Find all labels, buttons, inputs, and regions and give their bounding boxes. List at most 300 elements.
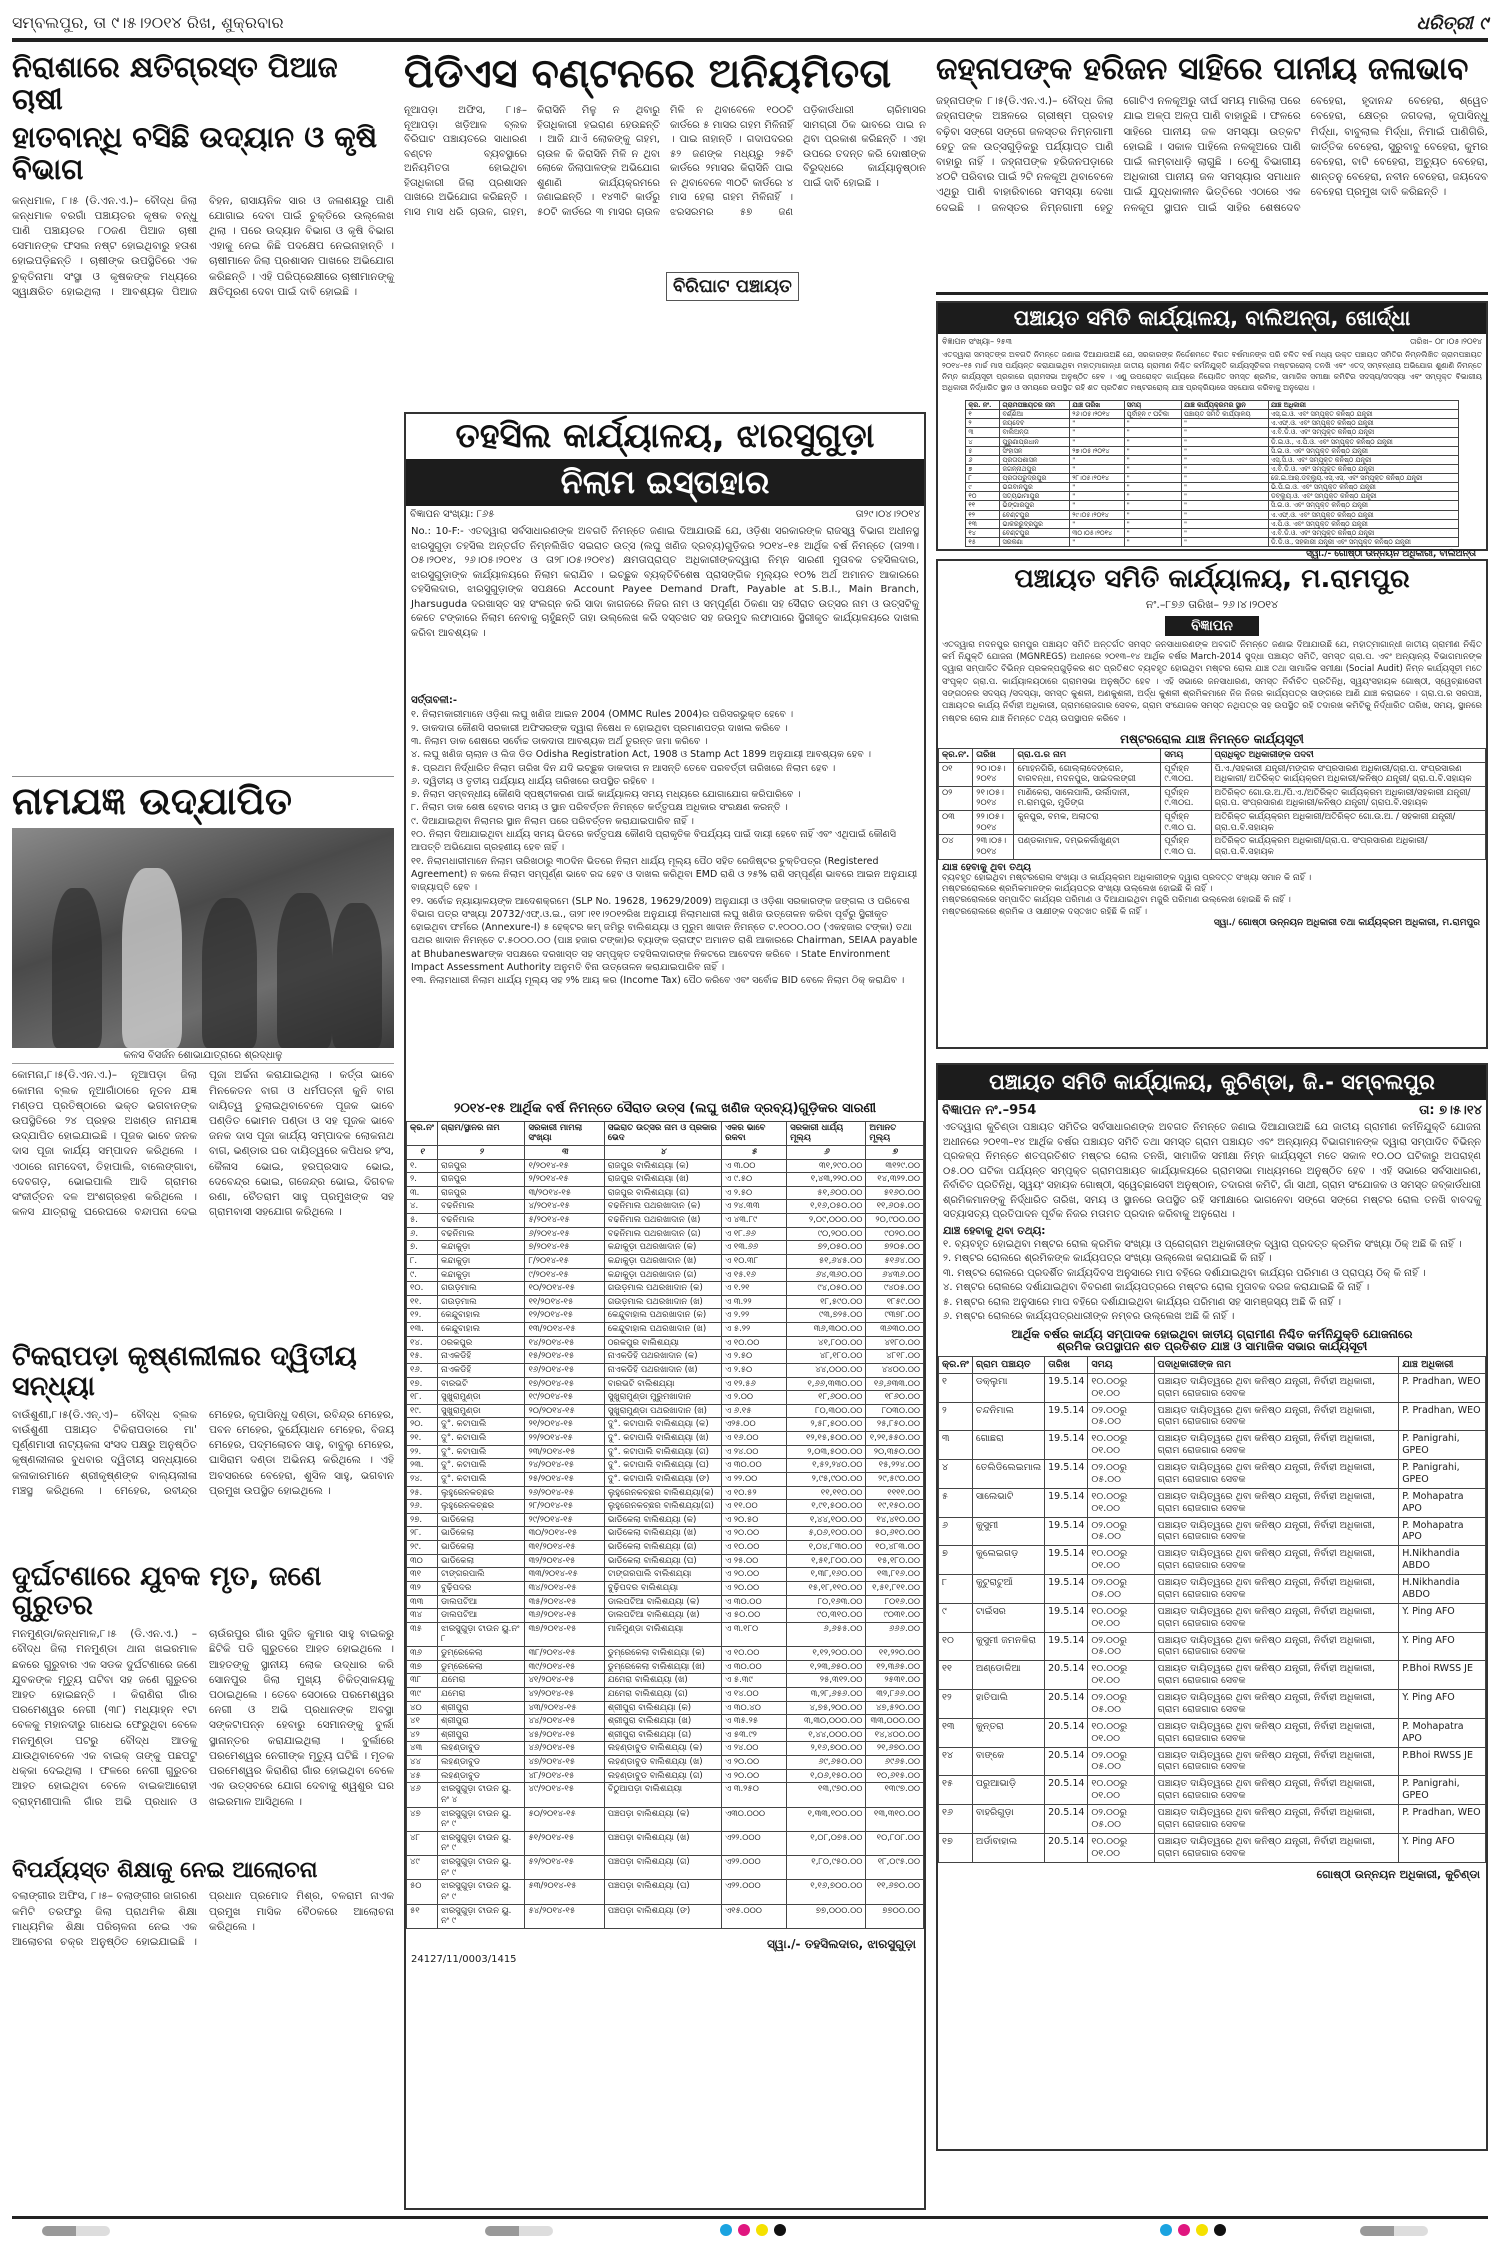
table-cell: ଏ ୧୦.୫୨ [722,1486,787,1500]
headline-teacher: ବିପର୍ଯ୍ୟସ୍ତ ଶିକ୍ଷାକୁ ନେଇ ଆଲୋଚନା [12,1858,318,1884]
table-cell: 20.5.14 [1045,1718,1088,1747]
notice-office-title: ତହସିଲ କାର୍ଯ୍ୟାଳୟ, ଝାରସୁଗୁଡ଼ା [455,416,875,456]
table-cell: ୧୧,୬୭୦.୦୦ [866,1880,924,1904]
table-cell: ପ୍ରତାପରୁଦ୍ରପୁର [1000,474,1070,483]
table-cell: ଯମେରା [438,1687,525,1701]
table-cell: ୨୫୩୧.୦୦ [866,1674,924,1688]
table-cell: ୨୯,୫୯୦.୦୦ [866,1472,924,1486]
left-column [12,52,394,1989]
table-cell: ଏ ୨୦.୦୦ [722,1756,787,1770]
table-cell: " [1182,501,1269,510]
table-cell: ଏ ୩୦.୪୦ [722,1701,787,1715]
table-cell: " [1070,492,1124,501]
table-cell: ଦୁ°. କଟାପାଲି [438,1472,525,1486]
table-cell: ୨୩।୦୫।୨୦୧୪ [973,835,1014,859]
table-cell: ୪୪/୨୦୧୪-୧୫ [525,1715,604,1729]
table-row [407,1880,924,1904]
table-cell: ପଞ୍ଚପଡ଼ା ବାଲିଶଯ୍ୟା (ଗ) [604,1856,721,1880]
table-cell: ୩୩,୦୦୦.୦୦ [866,1715,924,1729]
table-cell: ୩୪ [407,1609,438,1623]
table-cell: ୩୬/୨୦୧୪-୧୫ [525,1609,604,1623]
table-row [407,1295,924,1309]
table-row [939,786,1486,810]
table-cell: ଏ ୩୦.୦୦ [722,1595,787,1609]
table-cell: ଏ ୧୦.୦୦ [722,1336,787,1350]
table-cell: ସି.ଇ.ଓ. ଏବଂ ସମ୍ପୃକ୍ତ କନିଷ୍ଠ ଯନ୍ତ୍ରୀ [1268,446,1458,455]
table-cell: ଏ ୨.୫୦ [722,1186,787,1200]
table-row [407,1268,924,1282]
table-cell: ୧ [939,1373,973,1402]
conditions-list [406,708,924,1098]
table-row [407,1254,924,1268]
table-cell: ଏ ୪୩.୮୯ [722,1214,787,1228]
table-cell: ୪୪,୦୦୦.୦୦ [787,1363,866,1377]
table-cell: ଦୁ°. କଟାପାଲି [438,1459,525,1473]
table-cell: ଯମେରା [438,1674,525,1688]
table-cell: 19.5.14 [1045,1402,1088,1431]
table-cell: ଏସ୍.ଇ.ଓ. ଏବଂ ସମ୍ପୃକ୍ତ କନିଷ୍ଠ ଯନ୍ତ୍ରୀ [1268,410,1458,419]
table-cell: ୧୧,୧୧୦.୦୦ [787,1486,866,1500]
table-cell: ଶ୍ରୀପୁରା ବାଲିଶଯ୍ୟା (କ) [604,1701,721,1715]
table-cell: ୯୩,୭୨୫.୦୦ [787,1309,866,1323]
table-cell: ୮. [407,1254,438,1268]
notice-date: ତା୨୯।୦୪।୨୦୧୪ [855,509,920,521]
table-row [407,1904,924,1928]
table-cell: ୪୧,୮୦୦.୦୦ [787,1336,866,1350]
table-cell: ବର୍ଣ୍ଣିଆ [1000,410,1070,419]
table-cell: ଦୁ°. କଟାପାଲି ବାଲିଶଯ୍ୟା (ଖ) [604,1432,721,1446]
table-cell: ୧୧,୨୨୦.୦୦ [866,1647,924,1661]
table-cell: ୫୧,୬୦୦.୦୦ [787,1186,866,1200]
table-cell: ଅଣ୍ଡୋଳିଆ [972,1661,1044,1690]
table-row [407,1541,924,1555]
table-cell: ୨. [407,1173,438,1187]
table-cell: ୪୮୧୮.୦୦ [866,1350,924,1364]
table-cell: H.Nikhandia ABDO [1399,1575,1486,1604]
table-cell: 19.5.14 [1045,1575,1088,1604]
table-cell: ୨,୦୯,୦୦୦.୦୦ [787,1214,866,1228]
table-cell: ଏ ୨୦.୦୦ [722,1581,787,1595]
table-row [407,1647,924,1661]
table-cell: ୦୪ [939,835,973,859]
table-cell: ଏ ୨୪.୦୦ [722,1742,787,1756]
table-row [966,492,1458,501]
table-row [407,1769,924,1783]
page-label: ଧରିତ୍ରୀ ୯ [1416,12,1488,34]
table-cell: ୩/୨୦୧୪-୧୫ [525,1186,604,1200]
table-cell: ୮୦,୩୦୦.୦୦ [787,1404,866,1418]
list-item: ୯. ଦିଆଯାଇଥିବା ନିଲାମର ସ୍ଥାନ ନିଲାମ ପରେ ପରିବର୍ତ୍ତନ କରାଯାଇପାରିବ ନାହିଁ । [411,815,694,827]
table-cell: ଗଉଡ଼ମାଲ ପଥରଖାଦାନ (କ) [604,1282,721,1296]
table-cell: " [1124,492,1181,501]
table-cell: ଲହଣ୍ଡାବୁଡ [438,1742,525,1756]
table-row [407,1831,924,1855]
table-cell: ୧୩ [966,519,1000,528]
table-cell: ୨,୧୬,୭୦୦.୦୦ [787,1742,866,1756]
table-cell: " [1124,510,1181,519]
kuchinda-ad-number: ବିଜ୍ଞାପନ ନଂ.–954 [942,1103,1037,1119]
table-cell: ପଞ୍ଚପଡ଼ା ବାଲିଶଯ୍ୟା (ଖ) [604,1831,721,1855]
table-cell: ୨୬/୨୦୧୪-୧୫ [525,1486,604,1500]
table-row [407,1783,924,1807]
table-cell: ଲହଣ୍ଡାବୁଡ ବାଲିଶଯ୍ୟା (ଖ) [604,1756,721,1770]
table-cell: ୨୦/୨୦୧୪-୧୫ [525,1404,604,1418]
list-item: ୬. ଦ୍ୱିତୀୟ ଓ ତୃତୀୟ ପର୍ଯ୍ୟାୟ ଧାର୍ଯ୍ୟ ତାରିଖରେ ଉପସ୍ଥିତ ରହିବେ । [411,775,655,787]
headline-krishnalila: ଟିକରାପଡ଼ା କୃଷ୍ଣଲୀଳାର ଦ୍ୱିତୀୟ ସନ୍ଧ୍ୟା [12,1341,357,1403]
table-cell: ଗଉଡ଼ମାଲ [438,1282,525,1296]
table-cell: ୧୧,୬୦୫.୦୦ [866,1200,924,1214]
table-cell: ୧୦.୦୦ରୁ ୦୧.୦୦ [1088,1776,1154,1805]
table-cell: ଏ ୫୩.୯୨ [722,1728,787,1742]
table-cell: ଡାଲପଟିଆ [438,1595,525,1609]
rampur-ref: ନଂ.–୮୭୬ ତାରିଖ– ୨୬।୪।୨୦୧୪ [1145,597,1279,611]
table-cell: ଝାରସୁଗୁଡ଼ା ଟାଉନ ୟୁ. ନଂ ୯ [438,1880,525,1904]
table-cell: ପଞ୍ଚାୟତ ଦାୟିତ୍ୱରେ ଥିବା କନିଷ୍ଠ ଯନ୍ତ୍ରୀ, ନିର୍ବାହୀ ଅଧିକାରୀ, ଗ୍ରାମ ରୋଜଗାର ସେବକ [1154,1690,1399,1719]
table-cell: ୪,୭୫,୨୦୦.୦୦ [787,1701,866,1715]
table-cell: ୯୦୩୧.୦୦ [866,1609,924,1623]
table-cell: ୦୨.୦୦ରୁ ୦୫.୦୦ [1088,1575,1154,1604]
table-row [939,1488,1486,1517]
column-header: ପଦାଧିକାରୀଙ୍କ ନାମ [1154,1356,1399,1373]
column-number: ୩ [525,1145,604,1159]
table-cell: ୨୦,୩୫୦.୦୦ [866,1445,924,1459]
table-cell: ୩୭/୨୦୧୪-୧୫ [525,1622,604,1646]
headline-pds: ପିଡିଏସ ବଣ୍ଟନରେ ଅନିୟମିତତା [404,51,892,97]
article-pds [404,52,926,404]
table-cell: " [1070,501,1124,510]
table-row [966,437,1458,446]
table-cell: ୪୫ [407,1769,438,1783]
table-cell: ଏ ୩.୦୦ [722,1159,787,1173]
table-cell: ୨୬. [407,1500,438,1514]
table-cell: ୩୧୨୯.୦୦ [866,1159,924,1173]
table-cell: ଏ.ଏଫ୍.ଓ. ଏବଂ ସମ୍ପୃକ୍ତ କନିଷ୍ଠ ଯନ୍ତ୍ରୀ [1268,510,1458,519]
table-cell: ପଞ୍ଚାୟତ ଦାୟିତ୍ୱରେ ଥିବା କନିଷ୍ଠ ଯନ୍ତ୍ରୀ, ନିର୍ବାହୀ ଅଧିକାରୀ, ଗ୍ରାମ ରୋଜଗାର ସେବକ [1154,1546,1399,1575]
table-cell: ୩୪/୨୦୧୪-୧୫ [525,1581,604,1595]
table-cell: ୨୫,୩୧୨.୦୦ [787,1674,866,1688]
list-item: ୬. ମଷ୍ଟର ରୋଲରେ କାର୍ଯ୍ୟପତ୍ରଧାରୀଙ୍କ ନମ୍ବର ଉଲ୍ଲେଖ ଅଛି କି ନାହିଁ । [943,1311,1235,1323]
rampur-title: ପଞ୍ଚାୟତ ସମିତି କାର୍ଯ୍ୟାଳୟ, ମ.ରାମପୁର [1014,564,1410,595]
table-cell: ଏ ୨.୫୦ [722,1363,787,1377]
table-cell: ଟାଇଁସର [972,1603,1044,1632]
table-cell: ଶ୍ରୀପୁରା [438,1701,525,1715]
table-cell: ୯/୨୦୧୪-୧୫ [525,1268,604,1282]
table-cell: ୬/୨୦୧୪-୧୫ [525,1227,604,1241]
table-cell: ଡି.ଇ.ଓ., ଏ.ପି.ଓ. ଏବଂ ସମ୍ପୃକ୍ତ କନିଷ୍ଠ ଯନ୍ତ୍ରୀ [1268,437,1458,446]
news-photo [12,828,394,1048]
table-cell: ୬୪,୩୬୦.୦୦ [787,1268,866,1282]
table-cell: " [1070,437,1124,446]
table-cell: ୧୪ [966,528,1000,537]
table-cell: ୧୦ [939,1632,973,1661]
table-cell: ଭାଡିକେଲା ବାଲିଶଯ୍ୟା (ଗ) [604,1541,721,1555]
table-cell: ଏ ୩୦.୦୦ [722,1459,787,1473]
table-cell: ଭାଡିକେଲା [438,1554,525,1568]
list-item: ମଷ୍ଟରରୋଲରେ ଶ୍ରମିକମାନଙ୍କ କାର୍ଯ୍ୟପତ୍ର ସଂଖ୍ୟା ଉଲ୍ଲେଖ ହୋଇଛି କି ନାହିଁ । [942,883,1213,894]
grey-pill-right [1360,2226,1428,2236]
table-cell: ନାଏକଡିହି ପଥରଖାଦାନ (ଖ) [604,1363,721,1377]
table-cell: ପୂର୍ବାହ୍ନ ୯ ଘଟିକା [1124,410,1181,419]
table-cell: ୧୦/୨୦୧୪-୧୫ [525,1282,604,1296]
table-cell: ୦୨ [939,786,973,810]
table-cell: ୨,୦୩,୫୦୦.୦୦ [787,1445,866,1459]
table-cell: ୯୦,୨୦୦.୦୦ [787,1227,866,1241]
table-cell: ସି.ଇ.ଓ. ଏବଂ ସମ୍ପୃକ୍ତ କନିଷ୍ଠ ଯନ୍ତ୍ରୀ [1268,501,1458,510]
table-cell: ୭ [966,464,1000,473]
notice-title-band: ନିଲାମ ଇସ୍ତାହାର [406,459,924,506]
table-cell: ୧୪ [939,1747,973,1776]
table-row [407,1227,924,1241]
table-cell: " [1124,537,1181,546]
table-cell: ସରକଣା [1000,537,1070,546]
kuchinda-title: ପଞ୍ଚାୟତ ସମିତି କାର୍ଯ୍ୟାଳୟ, କୁଚିଣ୍ଡା, ଜି.- ସମ୍ବଲପୁର [938,1065,1486,1100]
table-cell: ୦୨.୦୦ରୁ ୦୫.୦୦ [1088,1690,1154,1719]
table-cell: ୩ [939,1431,973,1460]
column-header: ଅମାନତ ମୂଲ୍ୟ [866,1121,924,1145]
table-cell: ଏ.ବି.ଡି.ଓ. ଏବଂ ସମ୍ପୃକ୍ତ କନିଷ୍ଠ ଯନ୍ତ୍ରୀ [1268,464,1458,473]
table-cell: ୩୫ [407,1622,438,1646]
table-cell: ଦୁ°. କଟାପାଲି ବାଲିଶଯ୍ୟା (ଗ) [604,1445,721,1459]
table-cell: ୫୧ [407,1904,438,1928]
table-cell: ୮୦୩୦.୦୦ [866,1404,924,1418]
table-cell: ପଞ୍ଚାୟତ ଦାୟିତ୍ୱରେ ଥିବା କନିଷ୍ଠ ଯନ୍ତ୍ରୀ, ନିର୍ବାହୀ ଅଧିକାରୀ, ଗ୍ରାମ ରୋଜଗାର ସେବକ [1154,1833,1399,1862]
column-header: ଗ୍ରାମ ପଞ୍ଚାୟତ [972,1356,1044,1373]
table-cell: ୪୫/୨୦୧୪-୧୫ [525,1728,604,1742]
table-cell: ୧୭. [407,1377,438,1391]
table-row [966,464,1458,473]
headline-water: ଜହ୍ନାପଙ୍କ ହରିଜନ ସାହିରେ ପାନୀୟ ଜଳାଭାବ [936,51,1469,87]
table-cell: " [1124,474,1181,483]
column-number: ୪ [604,1145,721,1159]
table-cell: ୧୧ [939,1661,973,1690]
table-cell: " [1124,528,1181,537]
table-cell: ବଢନିମାଲ [438,1200,525,1214]
table-cell: " [1182,483,1269,492]
table-row [407,1159,924,1173]
table-row [407,1445,924,1459]
table-cell: ଏ୨୫.୦୦ [722,1418,787,1432]
table-cell: ପୂର୍ବାହ୍ନ ୯.୩୦ଘ. [1161,786,1211,810]
table-row [939,835,1486,859]
table-cell: ୩୬୩୦.୦୦ [866,1323,924,1337]
table-cell: ରାଜପୁର [438,1173,525,1187]
notice-intro: No.: 10-F:- ଏତଦ୍ୱାରା ସର୍ବସାଧାରଣଙ୍କ ଅବଗତି ନିମନ୍ତେ ଜଣାଇ ଦିଆଯାଉଛି ଯେ, ଓଡ଼ିଶା ସରକାରଙ୍କ ରାଜସ୍ୱ ବିଭାଗ ଅଧୀନସ୍ଥ ଝାରସୁଗୁଡ଼ା ତହସିଲ ଅନ୍ତର୍ଗତ ନିମ୍ନଲିଖିତ ସଇରାତ ଉତ୍ସ (ଲଘୁ ଖଣିଜ ଦ୍ରବ୍ୟ)ଗୁଡ଼ିକର ୨୦୧୪–୧୫ ଆର୍ଥିକ ବର୍ଷ ନିମନ୍ତେ (ତା୨୩।୦୫।୨୦୧୪, ୨୬।୦୫।୨୦୧୪ ଓ ତା୨୮।୦୫।୨୦୧୪) କ୍ଷମତାପ୍ରାପ୍ତ ଅଧିକାରୀଙ୍କଦ୍ୱାରା ନିମ୍ନ ସାରଣୀ ମୁତାବକ ତହସିଲଦାର, ଝାରସୁଗୁଡ଼ାଙ୍କ କାର୍ଯ୍ୟାଳୟରେ ନିଲାମ କରାଯିବ । ଇଚ୍ଛୁକ ବ୍ୟକ୍ତିବିଶେଷ ପ୍ରାସଙ୍ଗିକ ମୂଲ୍ୟର ୧୦% ଅର୍ଥ ଅମାନତ ଆକାରରେ ତହସିଲଦାର, ଝାରସୁଗୁଡ଼ାଙ୍କ ସପକ୍ଷରେ Account Payee Demand Draft, Payable at S.B.I., Main Branch, Jharsuguda ଦରଖାସ୍ତ ସହ ସଂଲଗ୍ନ କରି ସାଦା କାଗଜରେ ନିଜର ନାମ ଓ ସମ୍ପୂର୍ଣ୍ଣ ଠିକଣା ସହ ସୈରାତ ଉତ୍ସର ନାମ ଓ ଉତ୍ସଟିକୁ କେତେ ଟଙ୍କାରେ ନିଲାମ ନେବାକୁ ଚାହୁଁଛନ୍ତି ତାହା ଉଲ୍ଲେଖ କରି ଦସ୍ତଖତ ସହ ଜଉମୁଦ ଲଫାପାରେ ସ୍ଥିରୀକୃତ କାର୍ଯ୍ୟାଳୟରେ ଦାଖଲ କରିବା ଆବଶ୍ୟକ । [411,526,919,639]
article-body-accident: ମନମୁଣ୍ଡା/କନ୍ଧମାଳ,୮।୫ (ଡି.ଏନ.ଏ.) – ବୌଦ୍ଧ ଜିଲା ମନମୁଣ୍ଡା ଥାନା ଖଇରମାଳ ଛକରେ ଗୁରୁବାର ଏକ ସଡକ ଦୁର୍ଘଟଣାରେ ଜଣେ ଯୁବକଙ୍କ ମୃତ୍ୟୁ ଘଟିବା ସହ ଜଣେ ଗୁରୁତର ଆହତ ହୋଇଛନ୍ତି । କିରାଣିରା ଗାଁର ପରମେଶ୍ୱର ନେଗୀ (୩୮) ମଧ୍ୟାହ୍ନ ୧ଟା ବେଳକୁ ମହାନଦୀରୁ ଗାଧେଇ ଫେରୁଥିବା ବେଳେ ମନମୁଣ୍ଡା ପଟରୁ ବୌଦ୍ଧ ଆଡକୁ ଯାଉଥିବାବେଳେ ଏକ ବାଇକ୍ ତାଙ୍କୁ ପଛପଟୁ ଧକ୍କା ଦେଇଥିଲା । ଫଳରେ ନେଗୀ ଗୁରୁତର ଆହତ ହୋଇଥିବା ବେଳେ ବାଇକଆରୋହୀ ବ୍ରାହ୍ମଣୀପାଲି ଗାଁର ଅଭି ପ୍ରଧାନ ଓ ଚାଉଁରପୁର ଗାଁର ସୁଜିତ କୁମାର ସାହୁ ବାଇକରୁ ଛିଟିକି ପଡି ଗୁରୁତରେ ଆହତ ହୋଇଥିଲେ । ଆହତଙ୍କୁ ସ୍ଥାନୀୟ ଲୋକ ଉଦ୍ଧାର କରି ସୋନପୁର ଜିଲା ମୁଖ୍ୟ ଚିକିତ୍ସାଳୟକୁ ପଠାଇଥିଲେ । ତେବେ ସେଠାରେ ପରମେଶ୍ୱର ନେଗୀ ଓ ଅଭି ପ୍ରଧାନଙ୍କ ଅବସ୍ଥା ସଙ୍କଟାପନ୍ନ ହେବାରୁ ସେମାନଙ୍କୁ ବୁର୍ଲା ସ୍ଥାନାନ୍ତର କରାଯାଇଥିଲା । ବୁର୍ଲାରେ ପରମେଶ୍ୱର ନେଗୀଙ୍କ ମୃତ୍ୟୁ ଘଟିଛି । ମୃତକ ପରମେଶ୍ୱର କିରାଣିରା ଗାଁର ହୋଇଥିବା ବେଳେ ଏକ ଉତ୍ସବରେ ଯୋଗ ଦେବାକୁ ଶ୍ୱଶୁର ଘର ଖଇରମାଳ ଆସିଥିଲେ । [12,1628,394,1808]
table-cell: ୧,୯୧,୫୦୦.୦୦ [787,1500,866,1514]
table-cell: " [1182,474,1269,483]
table-cell: ୯ [966,483,1000,492]
table-cell: ଲହଣ୍ଡାବୁଡ [438,1769,525,1783]
column-header: ତାରିଖ [1045,1356,1088,1373]
table-row [939,1747,1486,1776]
table-cell: ଏ ୧୬.୦୦ [722,1432,787,1446]
article-body-pds: ନୂଆପଡ଼ା ଅଫିସ, ୮।୫– ନୂଆପଡ଼ା ଖଡ଼ିଆଳ ବ୍ଲକ ବିରିଘାଟ ପଞ୍ଚାୟତରେ ସାଧାରଣ ବଣ୍ଟନ ବ୍ୟବସ୍ଥାରେ ଅନିୟମିତତା ହୋଇଥିବା ହିତାଧିକାରୀ ଜିଲା ପ୍ରଶାସନ ପାଖରେ ଅଭିଯୋଗ କରିଛନ୍ତି । ମାସ ମାସ ଧରି ଚାଉଳ, ଗହମ, କିରାସିନି ମିଳୁ ନ ଥିବାରୁ ହିତାଧିକାରୀ ହଇରାଣ ହେଉଛନ୍ତି । ଆଜି ଯାଏଁ ଲୋକଙ୍କୁ ଗହମ, ଚାଉଳ କି କିରାସିନି ମିଳି ନ ଥିବା ଲୋକେ ଜିଲାପାଳଙ୍କ ଅଭିଯୋଗ ଶୁଣାଣି କାର୍ଯ୍ୟକ୍ରମରେ ଜଣାଇଛନ୍ତି । ୧୪୩ଟି କାର୍ଡରୁ ୫୦ଟି କାର୍ଡରେ ୩ ମାସର ଚାଉଳ ମିଳି ନ ଥିବାବେଳେ ୧୦୦ଟି କାର୍ଡରେ ୫ ମାସର ଗହମ ମିଳିନାହିଁ । ପାଇ ନାହାନ୍ତି । ଗଦାପଦରର ୫୨ ଜଣଙ୍କ ମଧ୍ୟରୁ ୨୫ଟି କାର୍ଡରେ ୨ମାସର କିରାସିନି ପାଇ ନ ଥିବାବେଳେ ୩୦ଟି କାର୍ଡରେ ୪ ମାସ ହେଲା ଗହମ ମିଳିନାହିଁ । ଝରସରମର ୫୭ ଜଣ ପଡ଼ିକାର୍ଡଧାରୀ ଚାରିମାସର ସାମଗ୍ରୀ ଠିକ ଭାବରେ ପାଇ ନ ଥିବା ପ୍ରକାଶ କରିଛନ୍ତି । ଏହା ଉପରେ ତଦନ୍ତ କରି ଦୋଷୀଙ୍କ ବିରୁଦ୍ଧରେ କାର୍ଯ୍ୟାନୁଷ୍ଠାନ ପାଇଁ ଦାବି ହୋଇଛି । [404,105,926,218]
conditions-title: ସର୍ତ୍ତାବଳୀ:- [411,695,457,707]
table-cell: ମୋହନଗିରି, ଗୋଲ୍ଲାଦେଙ୍ଗେନ, ବାରବନ୍ଧା, ମଦନପୁର, ସାଇଦଲଙ୍ଗୀ [1014,762,1161,786]
table-cell: ଠରକପୁର [438,1336,525,1350]
table-cell: କୁଟୁରାଟୁଆଁ [972,1575,1044,1604]
table-cell: ନାଏକଡିହି ପଥରଖାଦାନ (କ) [604,1350,721,1364]
list-item: ୧୧. ନିଲାମଧାରୀମାନେ ନିଲାମ ତାରିଖଠାରୁ ୩୦ଦିନ ଭିତରେ ନିଲାମ ଧାର୍ଯ୍ୟ ମୂଲ୍ୟ ପୈଠ ସହିତ ରେଜିଷ୍ଟର ଚୁକ୍ତିପତ୍ର (Registered Agreement) ନ କଲେ ନିଲାମ ସମ୍ପୂର୍ଣ୍ଣ ଭାବେ ରଦ୍ଦ ହେବ ଓ ଦାଖଲ କରିଥିବା EMD ରାଶି ଓ ୨୫% ରାଶି ସମ୍ପୂର୍ଣ୍ଣ ଭାବରେ ଆଇନ ଅନୁଯାୟୀ ବାଜ୍ୟାପ୍ତି ହେବ । [411,855,918,894]
table-cell: ପଞ୍ଚପଡ଼ା ବାଲିଶଯ୍ୟା (ଘ) [604,1880,721,1904]
table-cell: ୧୪,୩୨୨.୦୦ [866,1173,924,1187]
table-cell: କନ୍ଦାକୁଡ଼ା ପଥରଖାଦାନ (ଖ) [604,1254,721,1268]
table-cell: ଶ୍ରୀପୁରା [438,1715,525,1729]
table-cell: ୧୨. [407,1309,438,1323]
table-cell: ଏ ୧୦.୩୮ [722,1254,787,1268]
table-cell: ୩୩/୨୦୧୪-୧୫ [525,1568,604,1582]
table-cell: ୩୫/୨୦୧୪-୧୫ [525,1595,604,1609]
table-row [407,1513,924,1527]
table-cell: କେନ୍ଦୁବାହାଲ ପଥରଖାଦାନ (ଖ) [604,1323,721,1337]
table-row [939,811,1486,835]
table-row [407,1756,924,1770]
table-cell: 20.5.14 [1045,1776,1088,1805]
masthead [12,8,1488,42]
table-row [407,1701,924,1715]
table-cell: ୪୨/୨୦୧୪-୧୫ [525,1687,604,1701]
table-cell: ୦୨.୦୦ରୁ ୦୫.୦୦ [1088,1402,1154,1431]
table-row [407,1200,924,1214]
table-cell: ବାଲିଅନ୍ତା [1000,428,1070,437]
table-cell: ରାଜପୁର ବାଲିଶଯ୍ୟା (କ) [604,1159,721,1173]
table-cell: P. Pradhan, WEO [1399,1373,1486,1402]
table-cell: ସିଂହାସନ [1000,446,1070,455]
article-body-onion: କନ୍ଧମାଳ, ୮।୫ (ଡି.ଏନ.ଏ.)– ବୌଦ୍ଧ ଜିଲା କନ୍ଧମାଳ ବରଗାଁ ପଞ୍ଚାୟତର କୃଷକ ବନ୍ଧୁ ପାଣି ପଞ୍ଚାୟତର ୮୦ଜଣ ପିଆଜ ଚାଷୀ ସେମାନଙ୍କ ଫସଲ ନଷ୍ଟ ହୋଇଥିବାରୁ ହତାଶ ହୋଇପଡ଼ିଛନ୍ତି । ଚାଷୀଙ୍କ ଉପସ୍ଥିତିରେ ଏକ ଚୁକ୍ତିନାମା ସଂସ୍ଥା ଓ କୃଷକଙ୍କ ମଧ୍ୟରେ ସ୍ୱାକ୍ଷରିତ ହୋଇଥିଲା । ଆବଶ୍ୟକ ପିଆଜ ବିହନ, ରାସାୟନିକ ସାର ଓ ଜଳାଶୟରୁ ପାଣି ଯୋଗାଇ ଦେବା ପାଇଁ ଚୁକ୍ତିରେ ଉଲ୍ଲେଖ ଥିଲା । ପରେ ଉଦ୍ୟାନ ବିଭାଗ ଓ କୃଷି ବିଭାଗ ଏହାକୁ ନେଇ କିଛି ପଦକ୍ଷେପ ନେଇନାହାନ୍ତି । ଚାଷୀମାନେ ଜିଲା ପ୍ରଶାସନ ପାଖରେ ଅଭିଯୋଗ କରିଛନ୍ତି । ଏହି ପରିପ୍ରେକ୍ଷୀରେ ଚାଷୀମାନଙ୍କୁ କ୍ଷତିପୂରଣ ଦେବା ପାଇଁ ଦାବି ହୋଇଛି । [12,194,394,298]
table-cell: ୪୦ [407,1701,438,1715]
list-item: ୩. ମଷ୍ଟର ରୋଲରେ ପ୍ରଦର୍ଶିତ କାର୍ଯ୍ୟଦିବସ ଅନୁସାରେ ମାପ ବହିରେ ଦର୍ଶାଯାଇଥିବା କାର୍ଯ୍ୟର ପରିମାଣ ଓ ପ୍ରାପ୍ୟ ଠିକ୍ କି ନାହିଁ । [943,1267,1426,1279]
table-cell: ଡାଲପଟିଆ [438,1609,525,1623]
table-cell: ରାଜପୁର [438,1159,525,1173]
table-row [939,1431,1486,1460]
table-cell: ୯୪୦୫.୦୦ [866,1282,924,1296]
table-cell: ୧,୪୪,୦୦୦.୦୦ [787,1728,866,1742]
table-cell: ଏସ୍.ସି.ଓ. ଏବଂ ସମ୍ପୃକ୍ତ କନିଷ୍ଠ ଯନ୍ତ୍ରୀ [1268,455,1458,464]
headline-onion-1: ନିରାଶାରେ କ୍ଷତିଗ୍ରସ୍ତ ପିଆଜ ଚାଷୀ [12,50,338,116]
table-cell: ୧,୧୬,୭୦୦.୦୦ [787,1880,866,1904]
rampur-signature: ସ୍ୱା./ ଗୋଷ୍ଠୀ ଉନ୍ନୟନ ଅଧିକାରୀ ତଥା କାର୍ଯ୍ୟକ୍ରମ ଅଧିକାରୀ, ମ.ରାମପୁର [1213,918,1480,929]
table-cell: ୫୧/୨୦୧୪-୧୫ [525,1831,604,1855]
table-cell: ୧୦,୮୦୮.୦୦ [866,1831,924,1855]
table-row [407,1807,924,1831]
table-cell: 19.5.14 [1045,1632,1088,1661]
table-cell: ୪୭ [407,1807,438,1831]
table-cell: ୩୮/୨୦୧୪-୧୫ [525,1647,604,1661]
table-row [407,1687,924,1701]
table-cell: ଏ ୨୪.୩୩ [722,1200,787,1214]
table-cell: ୯୦,୩୧୦.୦୦ [787,1609,866,1623]
table-cell: " [1070,464,1124,473]
table-cell: ୦୨.୦୦ରୁ ୦୫.୦୦ [1088,1460,1154,1489]
table-cell: ୯୦୨୦.୦୦ [866,1227,924,1241]
table-cell: " [1070,419,1124,428]
table-row [939,1546,1486,1575]
table-cell: ଦୁ°. କଟାପାଲି ବାଲିଶଯ୍ୟା (ଙ) [604,1472,721,1486]
table-cell: ଲହଣ୍ଡାବୁଡ ବାଲିଶଯ୍ୟା (ଗ) [604,1769,721,1783]
table-cell: Y. Ping AFO [1399,1603,1486,1632]
table-row [407,1404,924,1418]
table-cell: ପୂର୍ବାହ୍ନ ୯.୩୦ ଘ. [1161,811,1211,835]
table-cell: ୬. [407,1227,438,1241]
table-row [966,410,1458,419]
table-cell: ୨,୯୫,୯୦୦.୦୦ [787,1472,866,1486]
list-item: ମଷ୍ଟରରୋଲରେ ଶ୍ରମିକ ଓ ସାକ୍ଷୀଙ୍କ ଦସ୍ତଖତ ରହିଛି କି ନାହିଁ । [942,906,1148,917]
article-onion [12,52,394,772]
table-cell: " [1124,519,1181,528]
table-cell: କୁନପୁର, ବମକ, ଅଲାତରା [1014,811,1161,835]
table-cell: ୪ [939,1460,973,1489]
table-cell: ଚନ୍ଦନିମାଲ [972,1402,1044,1431]
table-cell: ୬୬୬.୦୦ [866,1622,924,1646]
balianta-body: ଏତଦ୍ୱାରା ସମସ୍ତଙ୍କ ଅବଗତି ନିମନ୍ତେ ଜଣାଇ ଦିଆଯାଉଅଛି ଯେ, ସରକାରଙ୍କ ନିର୍ଦ୍ଦେଶମତେ ବିଗତ ବର୍ଷମାନଙ୍କ ପରି ଚଳିତ ବର୍ଷ ମଧ୍ୟ ଉକ୍ତ ପଞ୍ଚାୟତ ସମିତିର ନିମ୍ନଲିଖିତ ଗ୍ରାମପଞ୍ଚାୟତ ୨୦୧୪–୧୫ ମାର୍ଚ୍ଚ ମାସ ପର୍ଯ୍ୟନ୍ତ କରାଯାଇଥିବା ମହାତ୍ମାଗାନ୍ଧୀ ଜାତୀୟ ଗ୍ରାମୀଣ ନିଶ୍ଚିତ କର୍ମନିଯୁକ୍ତି କାର୍ଯ୍ୟସୂଚିକର ମଷ୍ଟରରୋଲ୍ ତନଖି ଏବଂ ଏତଦ୍ ସମ୍ବନ୍ଧୀୟ ଅଭିଯୋଗ ଶୁଣାଣି ନିମନ୍ତେ ନିମ୍ନ କାର୍ଯ୍ୟସୂଚୀ ପ୍ରକାରେ ଗ୍ରାମସଭା ଅନୁଷ୍ଠିତ ହେବ । ଏଣୁ ଉପରୋକ୍ତ କାର୍ଯ୍ୟରେ ନିୟୋଜିତ ସମସ୍ତ ଶ୍ରମିକ, ସାମାଜିକ ସମୀକ୍ଷା କମିଟିର ସଦସ୍ୟ/ସଦସ୍ୟା ଏବଂ ସମ୍ପୃକ୍ତ ବିଭାଗୀୟ ଅଧିକାରୀ ନିର୍ଦ୍ଧାରିତ ସ୍ଥାନ ଓ ସମୟରେ ଉପସ୍ଥିତ ରହି ଶତ ପ୍ରତିଶତ ମଷ୍ଟରରୋଲ୍ ଯାଞ୍ଚ ପ୍ରକ୍ରିୟାରେ ସହଯୋଗ କରିବାକୁ ଅନୁରୋଧ । [942,350,1482,392]
column-header: ସମୟ [1161,748,1211,762]
cyan-dot [720,2224,732,2236]
table-cell: ୧,୫୧,୮୦୦.୦୦ [787,1554,866,1568]
article-teacher [12,1859,394,1989]
table-row [939,762,1486,786]
column-header: ଯାଞ୍ଚ କାର୍ଯ୍ୟକ୍ରମର ସ୍ଥାନ [1182,401,1269,410]
table-cell: ଏ ୧୦.୦୦ [722,1541,787,1555]
table-cell: ଲୁହୁରେନକଚ୍ଛର ବାଲିଶଯ୍ୟା(ଗ) [604,1500,721,1514]
table-cell: ୧୩. [407,1323,438,1337]
table-cell: ୯. [407,1268,438,1282]
column-header: ସମୟ [1088,1356,1154,1373]
table-cell: ଅର୍ଡାବାହାଲ [972,1833,1044,1862]
column-number: ୬ [787,1145,866,1159]
table-cell: " [1070,483,1124,492]
table-cell: କୁସୁମୀ ଜମନକିରା [972,1632,1044,1661]
table-cell: ୧୦. [407,1282,438,1296]
table-cell: " [1124,446,1181,455]
table-cell: ଝାରସୁଗୁଡ଼ା ଟାଉନ ୟୁ. ନଂ ୯ [438,1904,525,1928]
table-cell: 19.5.14 [1045,1488,1088,1517]
table-cell: ଏ.ପି.ଓ. ଏବଂ ସମ୍ପୃକ୍ତ କନିଷ୍ଠ ଯନ୍ତ୍ରୀ [1268,519,1458,528]
yellow-dot [756,2224,768,2236]
table-cell: ବିଠୁଆପଡ଼ା ବାଲିଶଯ୍ୟା [604,1783,721,1807]
table-cell: ଲହଣ୍ଡାବୁଡ [438,1756,525,1770]
table-cell: ପୂର୍ବାହ୍ନ ୯.୩୦ଘ. [1161,762,1211,786]
ad-number: ବିଜ୍ଞାପନ ସଂଖ୍ୟା: ୮୬୫ [410,509,495,521]
table-cell: ୧୪. [407,1336,438,1350]
table-cell: ୫,୦୬,୧୦୦.୦୦ [787,1527,866,1541]
table-cell: ୩୨/୨୦୧୪-୧୫ [525,1554,604,1568]
kuchinda-table-title-1: ଆର୍ଥିକ ବର୍ଷର କାର୍ଯ୍ୟ ସମ୍ପାଦକ ହୋଇଥିବା ଜାତୀୟ ଗ୍ରାମୀଣ ନିଶ୍ଚିତ କର୍ମନିଯୁକ୍ତି ଯୋଜନାରେ [1011,1326,1413,1341]
column-header: ଗ୍ରାମ/ସ୍ଥାନର ନାମ [438,1121,525,1145]
table-cell: ବେଣ୍ଟପୁର [1000,528,1070,537]
table-cell: ୪୧/୨୦୧୪-୧୫ [525,1674,604,1688]
table-cell: ଭିଙ୍ଗାରପୁର [1000,501,1070,510]
table-cell: ୧୦ [966,492,1000,501]
table-cell: ସୁଖୁରାମୁଣ୍ଡା ପଥରଖାଦାନ (ଖ) [604,1404,721,1418]
table-cell: ୧୦.୦୦ରୁ ୦୧.୦୦ [1088,1718,1154,1747]
table-cell: ୧୩ [939,1718,973,1747]
table-cell: ୧୬/୨୦୧୪-୧୫ [525,1363,604,1377]
table-cell: ୪୧୮୦.୦୦ [866,1336,924,1350]
table-cell: ୪୪୦୦.୦୦ [866,1363,924,1377]
column-number: ୫ [722,1145,787,1159]
table-cell: ୪. [407,1200,438,1214]
table-cell: ୨୬।୦୫।୨୦୧୪ [1070,410,1124,419]
table-cell: ବଢନିମାଲ [438,1227,525,1241]
table-row [407,1486,924,1500]
table-cell: ୧. [407,1159,438,1173]
table-cell: କୁନ୍ତରା [972,1718,1044,1747]
print-registration-bar [0,2216,1500,2242]
table-cell: ୧୪/୨୦୧୪-୧୫ [525,1336,604,1350]
table-cell: P. Mohapatra APO [1399,1488,1486,1517]
table-cell: ବାରଭଟି ବାଲିଶଯ୍ୟା [604,1377,721,1391]
table-cell: P. Pradhan, WEO [1399,1805,1486,1834]
